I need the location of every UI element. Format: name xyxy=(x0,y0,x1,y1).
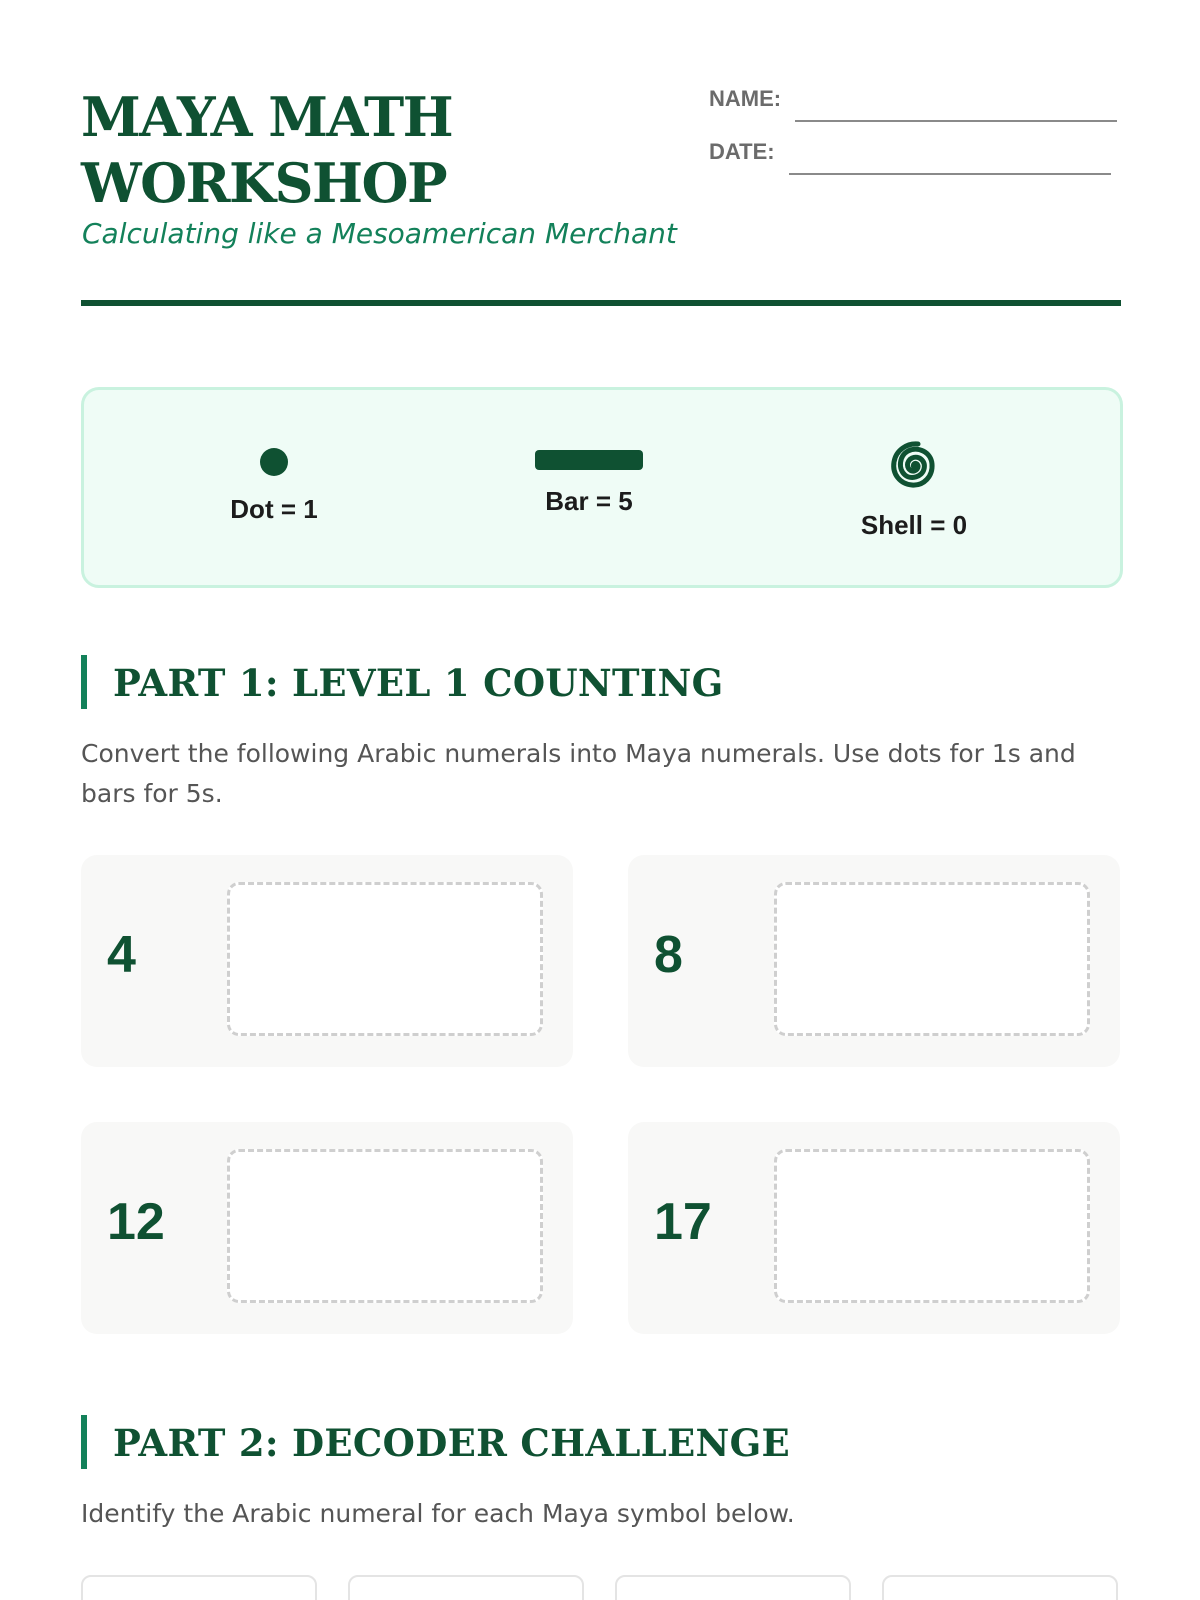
title-line-2: WORKSHOP xyxy=(81,151,447,215)
part1-heading-block xyxy=(81,655,1121,709)
name-line[interactable] xyxy=(795,120,1117,122)
shell-icon xyxy=(882,434,946,498)
date-line[interactable] xyxy=(789,173,1111,175)
key-shell xyxy=(829,434,999,541)
part2-instructions: Identify the Arabic numeral for each Maya symbol below. xyxy=(81,1499,795,1528)
part2-heading: PART 2: DECODER CHALLENGE xyxy=(113,1421,790,1465)
answer-box[interactable] xyxy=(774,1149,1090,1303)
answer-box[interactable] xyxy=(227,1149,543,1303)
part2-accent-bar xyxy=(81,1415,87,1469)
part2-heading-block xyxy=(81,1415,1121,1469)
title-line-1: MAYA MATH xyxy=(81,85,453,149)
name-label: NAME: xyxy=(709,86,782,111)
problem-number: 8 xyxy=(654,926,683,984)
decoder-card xyxy=(615,1575,851,1600)
symbol-key xyxy=(81,387,1123,588)
answer-box[interactable] xyxy=(774,882,1090,1036)
problem-card xyxy=(81,1122,573,1334)
key-bar xyxy=(494,450,684,517)
problem-card xyxy=(628,855,1120,1067)
header-divider xyxy=(81,300,1121,306)
worksheet-header xyxy=(81,80,1121,260)
bar-label: Bar = 5 xyxy=(545,486,633,516)
date-field[interactable] xyxy=(709,139,1111,165)
name-field[interactable] xyxy=(709,86,1117,112)
decoder-card xyxy=(81,1575,317,1600)
date-label: DATE: xyxy=(709,139,775,164)
problem-card xyxy=(628,1122,1120,1334)
answer-box[interactable] xyxy=(227,882,543,1036)
problem-number: 4 xyxy=(107,926,136,984)
part1-heading: PART 1: LEVEL 1 COUNTING xyxy=(113,661,724,705)
page-subtitle: Calculating like a Mesoamerican Merchant xyxy=(82,217,677,250)
part1-accent-bar xyxy=(81,655,87,709)
problem-card xyxy=(81,855,573,1067)
decoder-card xyxy=(348,1575,584,1600)
problem-number: 17 xyxy=(654,1193,712,1251)
problem-number: 12 xyxy=(107,1193,165,1251)
shell-label: Shell = 0 xyxy=(860,510,968,540)
page-title xyxy=(81,84,701,216)
dot-label: Dot = 1 xyxy=(230,494,318,524)
bar-icon xyxy=(535,450,643,470)
part1-instructions: Convert the following Arabic numerals into Maya numerals. Use dots for 1s and bars for 5s. xyxy=(81,739,1076,808)
decoder-card xyxy=(882,1575,1118,1600)
key-dot xyxy=(194,448,354,525)
dot-icon xyxy=(260,448,288,476)
